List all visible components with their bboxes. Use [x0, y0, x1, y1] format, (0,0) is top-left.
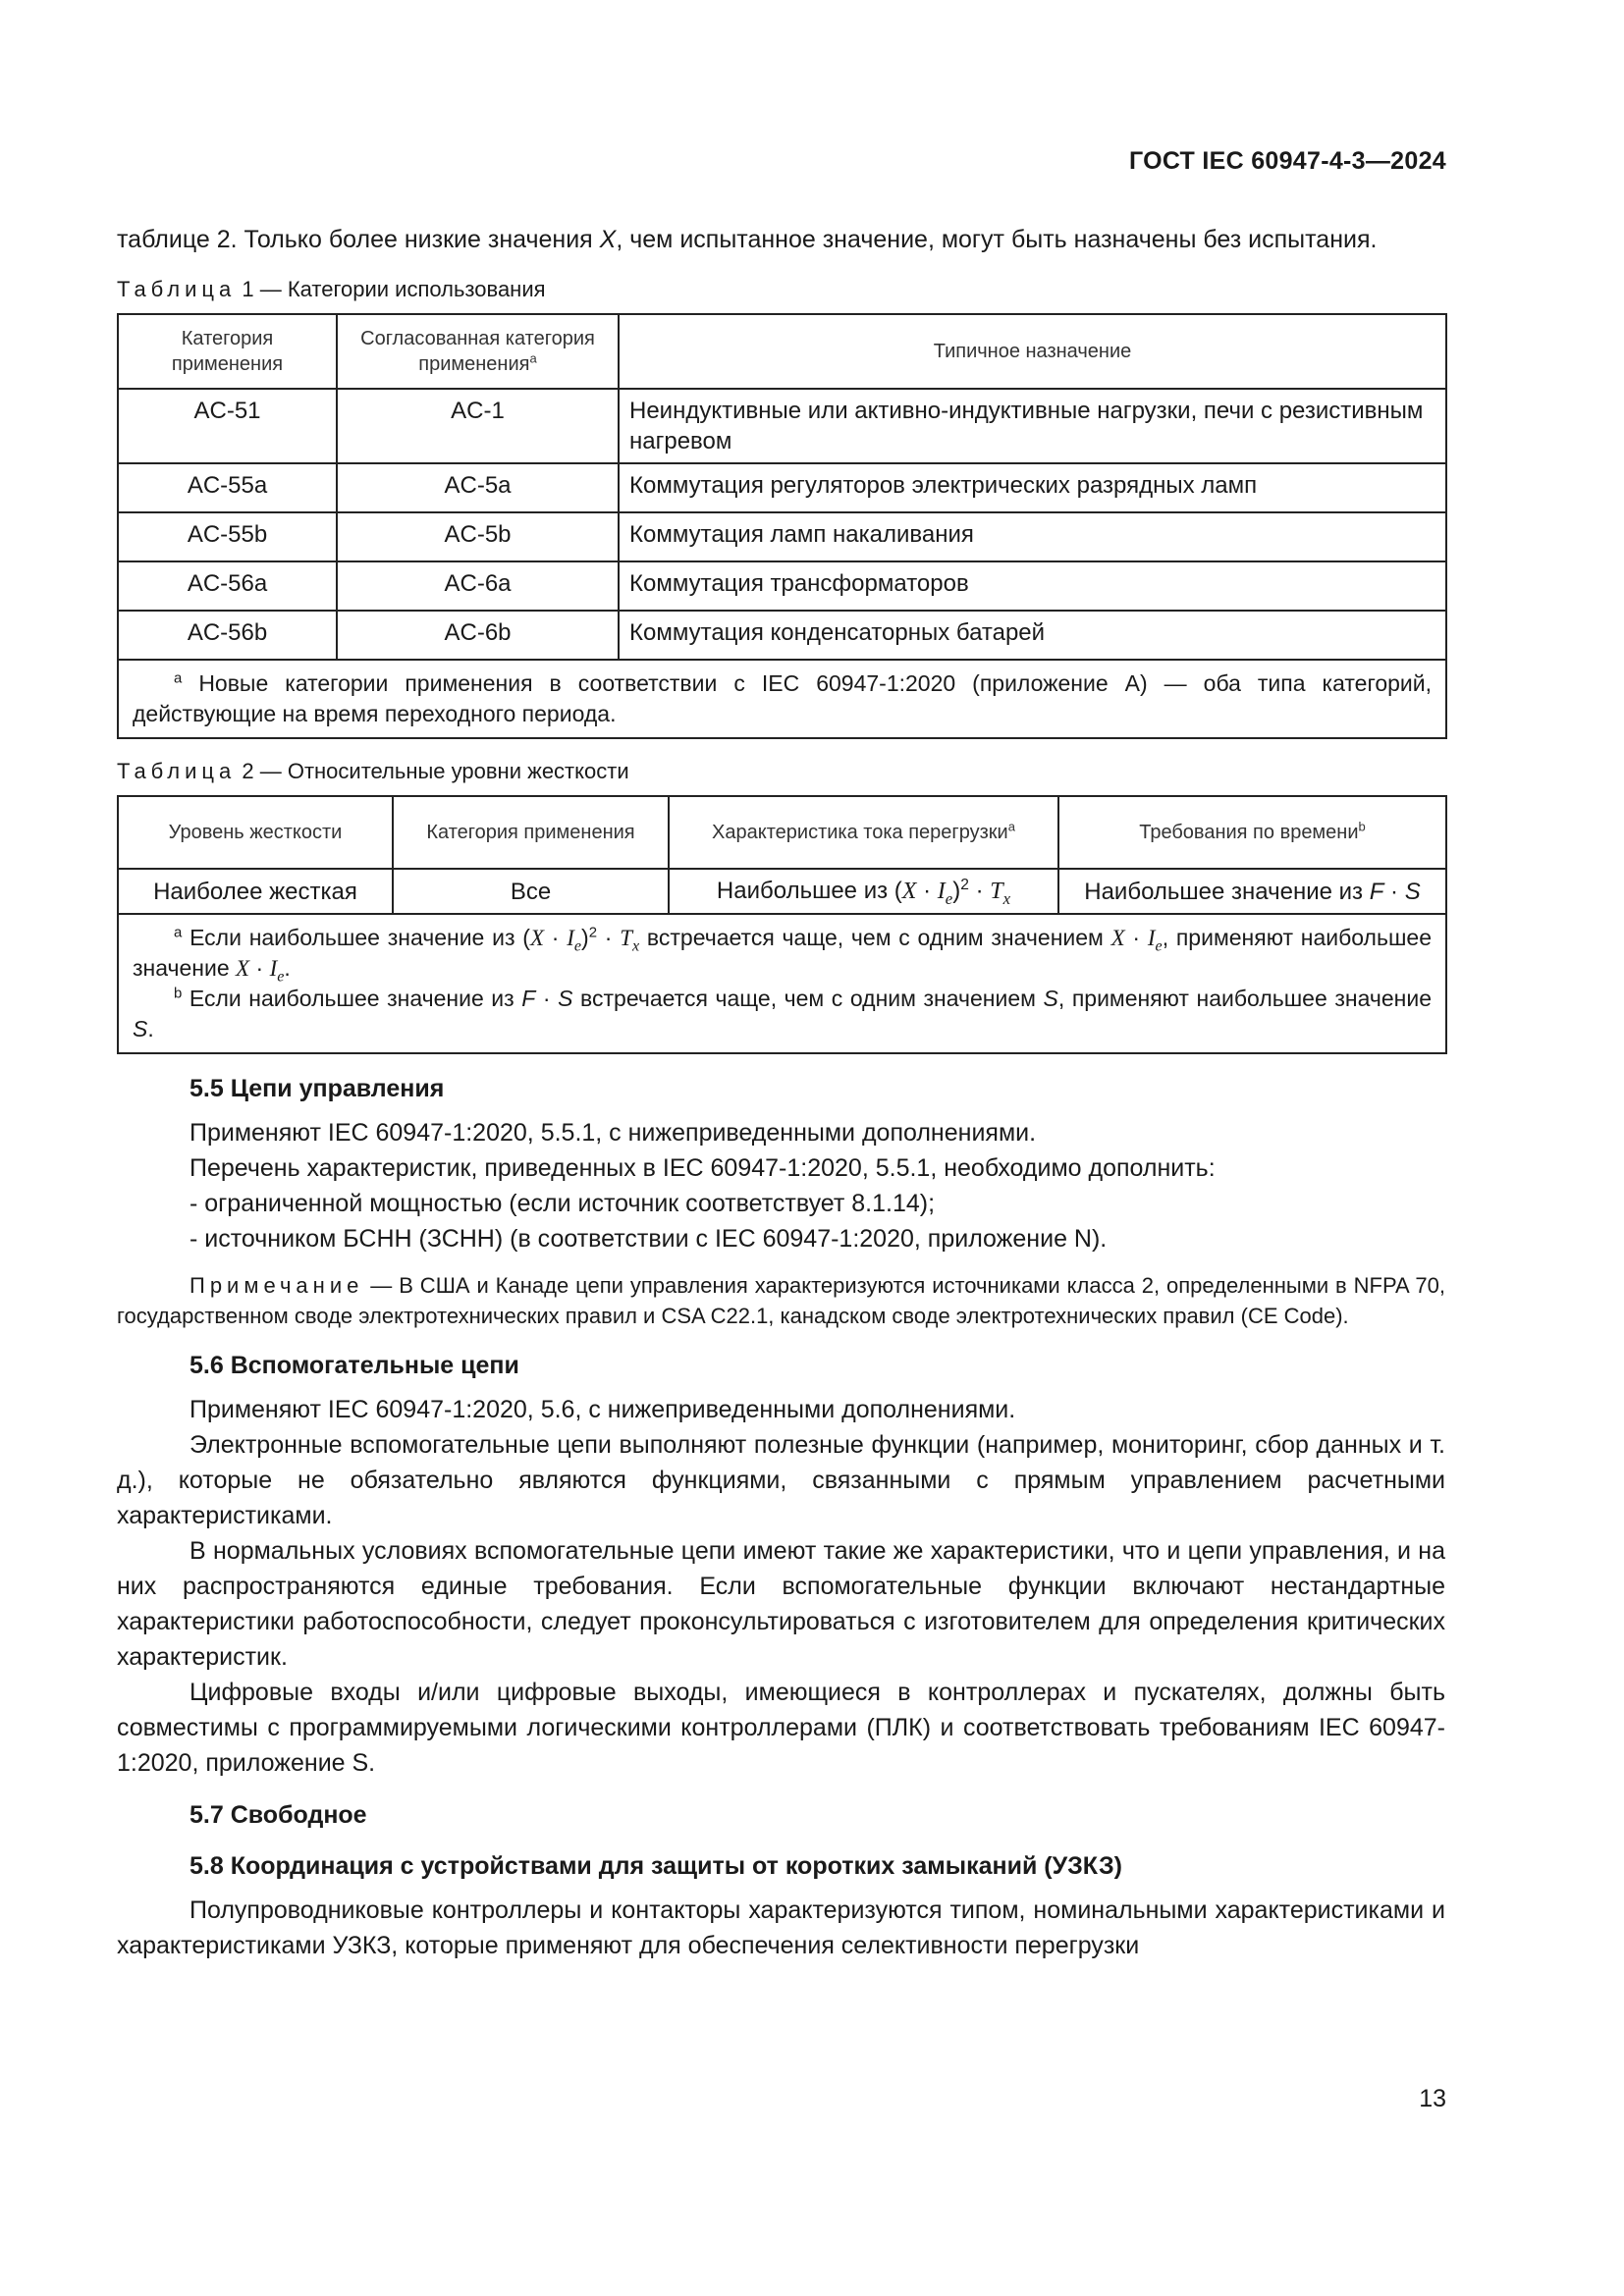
- math-var: S: [133, 1016, 148, 1041]
- page-content: [117, 222, 1445, 1963]
- table2-header-row: [118, 796, 1446, 869]
- paragraph: Перечень характеристик, приведенных в IEC 60947-1:2020, 5.5.1, необходимо дополнить:: [189, 1154, 1216, 1182]
- math-op: ·: [968, 878, 991, 904]
- table2-severity-levels: [117, 795, 1447, 1054]
- table2-caption-word: Таблица: [117, 759, 237, 783]
- table-cell: AC-6a: [337, 561, 619, 611]
- section-5-7-title: 5.7 Свободное: [189, 1801, 367, 1829]
- formula-text: Наибольшее значение из: [1084, 878, 1370, 905]
- document-code-header: ГОСТ IEC 60947-4-3—2024: [1128, 147, 1446, 175]
- footnote-mark: a: [174, 669, 183, 687]
- math-sub: e: [573, 937, 582, 955]
- footnote-ref: b: [1358, 819, 1366, 834]
- math-var: S: [1404, 878, 1421, 905]
- paragraph: Применяют IEC 60947-1:2020, 5.5.1, с нижеприведенными дополнениями.: [189, 1119, 1037, 1147]
- table1-caption: [117, 275, 1445, 304]
- table1-header-row: [118, 314, 1446, 389]
- table1-header-text: Согласованная категория применения: [360, 328, 595, 375]
- paragraph: Применяют IEC 60947-1:2020, 5.6, с нижеприведенными дополнениями.: [189, 1396, 1016, 1423]
- footnote-text: Новые категории применения в соответствии с IEC 60947-1:2020 (приложение А) — оба типа категорий, действующие на время переходного периода.: [133, 670, 1432, 726]
- table-cell: AC-55a: [118, 463, 337, 512]
- intro-x-variable: X: [599, 226, 617, 253]
- table-cell: Наиболее жесткая: [118, 869, 393, 914]
- table2-header-cell: [1058, 796, 1446, 869]
- table1-usage-categories: [117, 313, 1447, 739]
- table-row: [118, 869, 1446, 914]
- table-cell: AC-5a: [337, 463, 619, 512]
- footnote-text: , применяют наибольшее значение: [133, 925, 1432, 981]
- math-var: T: [990, 879, 1003, 904]
- math-var: T: [620, 926, 633, 950]
- table-row: [118, 512, 1446, 561]
- math-var: S: [558, 986, 573, 1011]
- math-op: ·: [249, 955, 270, 981]
- footnote-a: $^a$ Если наибольшее значение из $(X \cdot I_e)^2 \cdot T_x$ встречается чаще, чем с одним значением $X \cdot I_e$, применяют наибольшее значение $X \cdot I_e$.: [133, 924, 1432, 986]
- math-var: I: [269, 956, 278, 981]
- math-op: ·: [597, 925, 621, 950]
- math-sub: e: [1155, 937, 1163, 955]
- formula-text: Наибольшее из (: [716, 878, 902, 904]
- math-op: ·: [1383, 878, 1405, 905]
- footnote-ref: a: [1007, 819, 1015, 834]
- table-cell: Коммутация ламп накаливания: [619, 512, 1446, 561]
- table-cell: AC-56a: [118, 561, 337, 611]
- footnote-text: .: [147, 1016, 154, 1041]
- table1-footnote: [118, 660, 1446, 738]
- intro-paragraph: [117, 222, 1445, 257]
- table-cell-current-formula: Наибольшее из $(X \cdot I_e)^2 \cdot T_x$: [669, 869, 1058, 914]
- table-cell: Коммутация трансформаторов: [619, 561, 1446, 611]
- math-op: ·: [1124, 925, 1148, 950]
- paragraph: Цифровые входы и/или цифровые выходы, имеющиеся в контроллерах и пускателях, должны быть совместимы с программируемыми логическими контроллерами (ПЛК) и соответствовать требованиям IEC 60947-1:2020, приложение S.: [117, 1679, 1445, 1777]
- table-row: [118, 611, 1446, 660]
- table-cell: AC-55b: [118, 512, 337, 561]
- section-5-5-note: [117, 1270, 1445, 1331]
- section-5-5-title: 5.5 Цепи управления: [189, 1075, 445, 1102]
- intro-text-part: таблице 2. Только более низкие значения: [117, 226, 600, 253]
- list-item: - ограниченной мощностью (если источник соответствует 8.1.14);: [189, 1190, 936, 1217]
- footnote-text: Если наибольшее значение из (: [182, 925, 530, 950]
- math-var: I: [937, 879, 946, 904]
- table2-caption: [117, 757, 1445, 786]
- table2-header-cell: Категория применения: [393, 796, 669, 869]
- table-row: [118, 463, 1446, 512]
- table1-caption-word: Таблица: [117, 277, 237, 301]
- footnote-mark: a: [174, 924, 183, 941]
- list-item: - источником БСНН (ЗСНН) (в соответствии с IEC 60947-1:2020, приложение N).: [189, 1225, 1108, 1253]
- table-cell: AC-6b: [337, 611, 619, 660]
- table2-header-cell: [669, 796, 1058, 869]
- math-sub: e: [945, 888, 953, 908]
- math-op: ·: [916, 878, 938, 904]
- paragraph: В нормальных условиях вспомогательные цепи имеют такие же характеристики, что и цепи управления, и на них распространяются единые требования. Если вспомогательные функции включают нестандартные характеристики работоспособности, следует проконсультироваться с изготовителем для определения критических характеристик.: [117, 1537, 1445, 1671]
- intro-text-part: , чем испытанное значение, могут быть назначены без испытания.: [616, 226, 1378, 253]
- math-sup: 2: [960, 877, 969, 893]
- footnote-mark: b: [174, 985, 183, 1002]
- table-row: [118, 561, 1446, 611]
- math-sub: e: [277, 968, 285, 986]
- footnote-text: встречается чаще, чем с одним значением: [639, 925, 1111, 950]
- table-cell-time-formula: [1058, 869, 1446, 914]
- table-cell: AC-51: [118, 389, 337, 463]
- footnote-ref: a: [529, 350, 537, 366]
- note-text: — В США и Канаде цепи управления характеризуются источниками класса 2, определенными в NFPA 70, государственном своде электротехнических правил и CSA C22.1, канадском своде электротехнических правил (CE Code).: [117, 1273, 1445, 1328]
- table-cell: Коммутация регуляторов электрических разрядных ламп: [619, 463, 1446, 512]
- math-op: ·: [535, 986, 559, 1011]
- math-var: F: [1369, 878, 1384, 905]
- table1-header-cell: [337, 314, 619, 389]
- footnote-b: [133, 984, 1432, 1044]
- math-var: X: [529, 926, 544, 950]
- table2-footnotes: [118, 914, 1446, 1053]
- table-cell: Коммутация конденсаторных батарей: [619, 611, 1446, 660]
- table1-caption-text: 1 — Категории использования: [236, 277, 546, 301]
- table-row: [118, 389, 1446, 463]
- footnote-text: Если наибольшее значение из: [182, 986, 522, 1011]
- table2-footnote-row: [118, 914, 1446, 1053]
- math-sup: 2: [588, 924, 598, 941]
- math-var: X: [236, 956, 250, 981]
- table-cell: Неиндуктивные или активно-индуктивные нагрузки, печи с резистивным нагревом: [619, 389, 1446, 463]
- table-cell: Все: [393, 869, 669, 914]
- math-var: I: [1147, 926, 1156, 950]
- math-op: ·: [544, 925, 568, 950]
- table2-header-text: Требования по времени: [1139, 822, 1359, 843]
- table2-header-text: Характеристика тока перегрузки: [712, 822, 1008, 843]
- section-5-6-title: 5.6 Вспомогательные цепи: [189, 1352, 519, 1379]
- table1-header-cell: Категория применения: [118, 314, 337, 389]
- section-5-8-title: 5.8 Координация с устройствами для защиты от коротких замыканий (УЗКЗ): [189, 1852, 1122, 1880]
- math-sub: x: [632, 937, 640, 955]
- table2-caption-text: 2 — Относительные уровни жесткости: [236, 759, 629, 783]
- table-cell: AC-1: [337, 389, 619, 463]
- table-cell: AC-56b: [118, 611, 337, 660]
- math-var: S: [1043, 986, 1058, 1011]
- page-number: 13: [1419, 2085, 1446, 2112]
- table1-header-cell: Типичное назначение: [619, 314, 1446, 389]
- math-var: I: [567, 926, 574, 950]
- table2-header-cell: Уровень жесткости: [118, 796, 393, 869]
- footnote-text: .: [284, 955, 291, 981]
- math-var: F: [521, 986, 536, 1011]
- table-cell: AC-5b: [337, 512, 619, 561]
- footnote-text: встречается чаще, чем с одним значением: [572, 986, 1044, 1011]
- math-var: X: [901, 879, 917, 904]
- note-word: Примечание: [189, 1273, 364, 1298]
- math-sub: x: [1002, 888, 1011, 908]
- paragraph: Электронные вспомогательные цепи выполняют полезные функции (например, мониторинг, сбор данных и т. д.), которые не обязательно являются функциями, связанными с прямым управлением расчетными характеристиками.: [117, 1431, 1445, 1529]
- footnote-text: , применяют наибольшее значение: [1057, 986, 1432, 1011]
- table1-footnote-row: [118, 660, 1446, 738]
- paragraph: Полупроводниковые контроллеры и контакторы характеризуются типом, номинальными характеристиками и характеристиками УЗКЗ, которые применяют для обеспечения селективности перегрузки: [117, 1896, 1445, 1959]
- math-var: X: [1110, 926, 1125, 950]
